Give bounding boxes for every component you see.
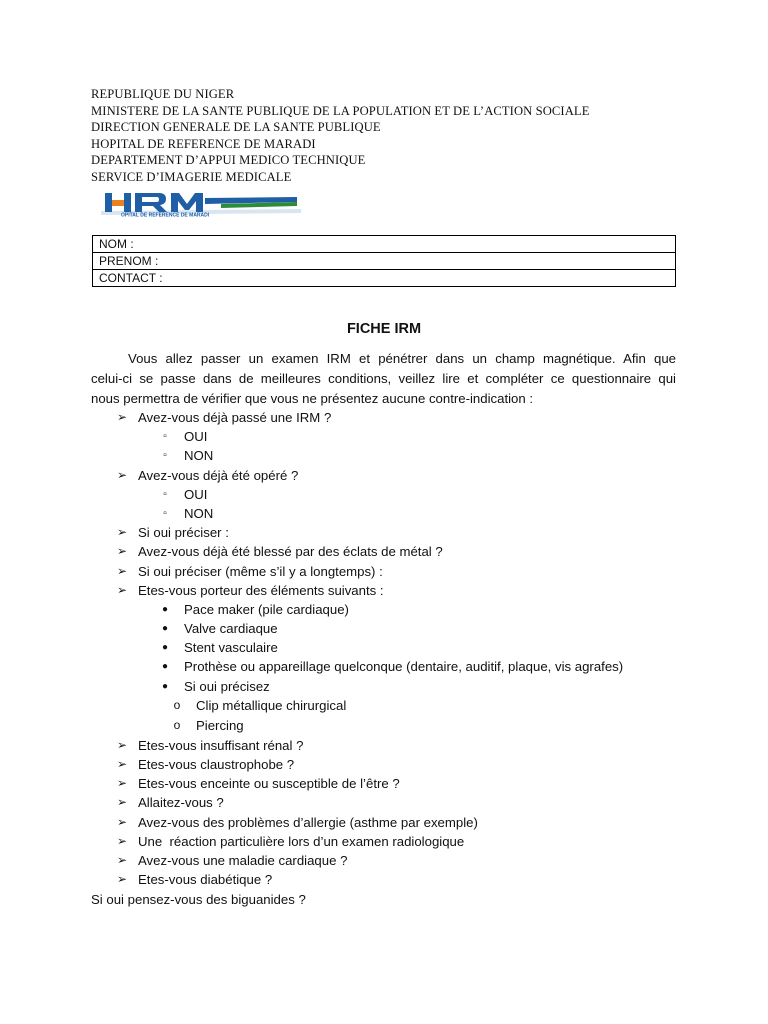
option-label: NON <box>184 448 214 463</box>
hospital-logo <box>101 192 306 218</box>
arrow-bullet-icon: ➢ <box>116 872 128 886</box>
option-label: OUI <box>184 429 208 444</box>
circle-bullet-icon: o <box>173 698 181 712</box>
letterhead-line-republic: REPUBLIQUE DU NIGER <box>91 87 235 101</box>
arrow-bullet-icon: ➢ <box>116 853 128 867</box>
implant-label: Piercing <box>196 718 244 733</box>
letterhead <box>91 86 691 186</box>
question-text: Avez-vous déjà été blessé par des éclats de métal ? <box>138 544 443 559</box>
intro-line: Vous allez passer un examen IRM et pénétrer dans un champ magnétique. Afin que <box>128 351 676 366</box>
bullet-dot-icon: ● <box>161 604 169 615</box>
arrow-bullet-icon: ➢ <box>116 544 128 558</box>
question-text: Avez-vous déjà été opéré ? <box>138 468 299 483</box>
question-text: Avez-vous déjà passé une IRM ? <box>138 410 332 425</box>
patient-identity-table <box>92 235 676 287</box>
arrow-bullet-icon: ➢ <box>116 776 128 790</box>
checkbox-icon[interactable]: ▫ <box>163 508 167 519</box>
nom-field[interactable]: NOM : <box>93 236 676 253</box>
arrow-bullet-icon: ➢ <box>116 738 128 752</box>
implant-label: Clip métallique chirurgical <box>196 698 347 713</box>
bullet-dot-icon: ● <box>161 642 169 653</box>
option-label: NON <box>184 506 214 521</box>
implant-label: Pace maker (pile cardiaque) <box>184 602 349 617</box>
identity-row-prenom <box>93 253 676 270</box>
question-text: Etes-vous claustrophobe ? <box>138 757 295 772</box>
letterhead-line-hospital: HOPITAL DE REFERENCE DE MARADI <box>91 136 316 151</box>
question-text: Une réaction particulière lors d’un examen radiologique <box>138 834 465 849</box>
letterhead-line-ministry: MINISTERE DE LA SANTE PUBLIQUE DE LA POPULATION ET DE L’ACTION SOCIALE <box>91 103 590 118</box>
logo-subtitle: OPITAL DE REFERENCE DE MARADI <box>121 212 210 218</box>
arrow-bullet-icon: ➢ <box>116 834 128 848</box>
contact-field[interactable]: CONTACT : <box>93 270 676 287</box>
question-text: Si oui préciser (même s’il y a longtemps) : <box>138 564 383 579</box>
intro-line: nous permettra de vérifier que vous ne présentez aucune contre-indication : <box>91 391 534 406</box>
implant-label: Prothèse ou appareillage quelconque (dentaire, auditif, plaque, vis agrafes) <box>184 659 624 674</box>
arrow-bullet-icon: ➢ <box>116 815 128 829</box>
bullet-dot-icon: ● <box>161 623 169 634</box>
question-text: Etes-vous insuffisant rénal ? <box>138 738 304 753</box>
prenom-field[interactable]: PRENOM : <box>93 253 676 270</box>
implant-label: Valve cardiaque <box>184 621 278 636</box>
arrow-bullet-icon: ➢ <box>116 410 128 424</box>
implant-label: Stent vasculaire <box>184 640 278 655</box>
letterhead-line-direction: DIRECTION GENERALE DE LA SANTE PUBLIQUE <box>91 120 381 135</box>
intro-line: celui-ci se passe dans de meilleures conditions, veillez lire et compléter ce questionnaire qui <box>91 371 676 386</box>
option-label: OUI <box>184 487 208 502</box>
question-text: Etes-vous enceinte ou susceptible de l’être ? <box>138 776 400 791</box>
bullet-dot-icon: ● <box>161 681 169 692</box>
form-title: FICHE IRM <box>346 321 422 337</box>
question-text: Allaitez-vous ? <box>138 795 224 810</box>
arrow-bullet-icon: ➢ <box>116 757 128 771</box>
question-text: Etes-vous diabétique ? <box>138 872 273 887</box>
bullet-dot-icon: ● <box>161 661 169 672</box>
question-text: Si oui préciser : <box>138 525 229 540</box>
arrow-bullet-icon: ➢ <box>116 583 128 597</box>
implant-label: Si oui précisez <box>184 679 270 694</box>
intro-paragraph <box>91 349 676 409</box>
question-text: Etes-vous porteur des éléments suivants : <box>138 583 384 598</box>
closing-question: Si oui pensez-vous des biguanides ? <box>91 892 306 907</box>
identity-row-nom <box>93 236 676 253</box>
checkbox-icon[interactable]: ▫ <box>163 489 167 500</box>
arrow-bullet-icon: ➢ <box>116 564 128 578</box>
arrow-bullet-icon: ➢ <box>116 795 128 809</box>
checkbox-icon[interactable]: ▫ <box>163 431 167 442</box>
arrow-bullet-icon: ➢ <box>116 525 128 539</box>
checkbox-icon[interactable]: ▫ <box>163 450 167 461</box>
question-text: Avez-vous des problèmes d’allergie (asthme par exemple) <box>138 815 478 830</box>
identity-row-contact <box>93 270 676 287</box>
circle-bullet-icon: o <box>173 718 181 732</box>
letterhead-line-service: SERVICE D’IMAGERIE MEDICALE <box>91 169 292 184</box>
question-text: Avez-vous une maladie cardiaque ? <box>138 853 348 868</box>
arrow-bullet-icon: ➢ <box>116 468 128 482</box>
letterhead-line-department: DEPARTEMENT D’APPUI MEDICO TECHNIQUE <box>91 153 366 168</box>
